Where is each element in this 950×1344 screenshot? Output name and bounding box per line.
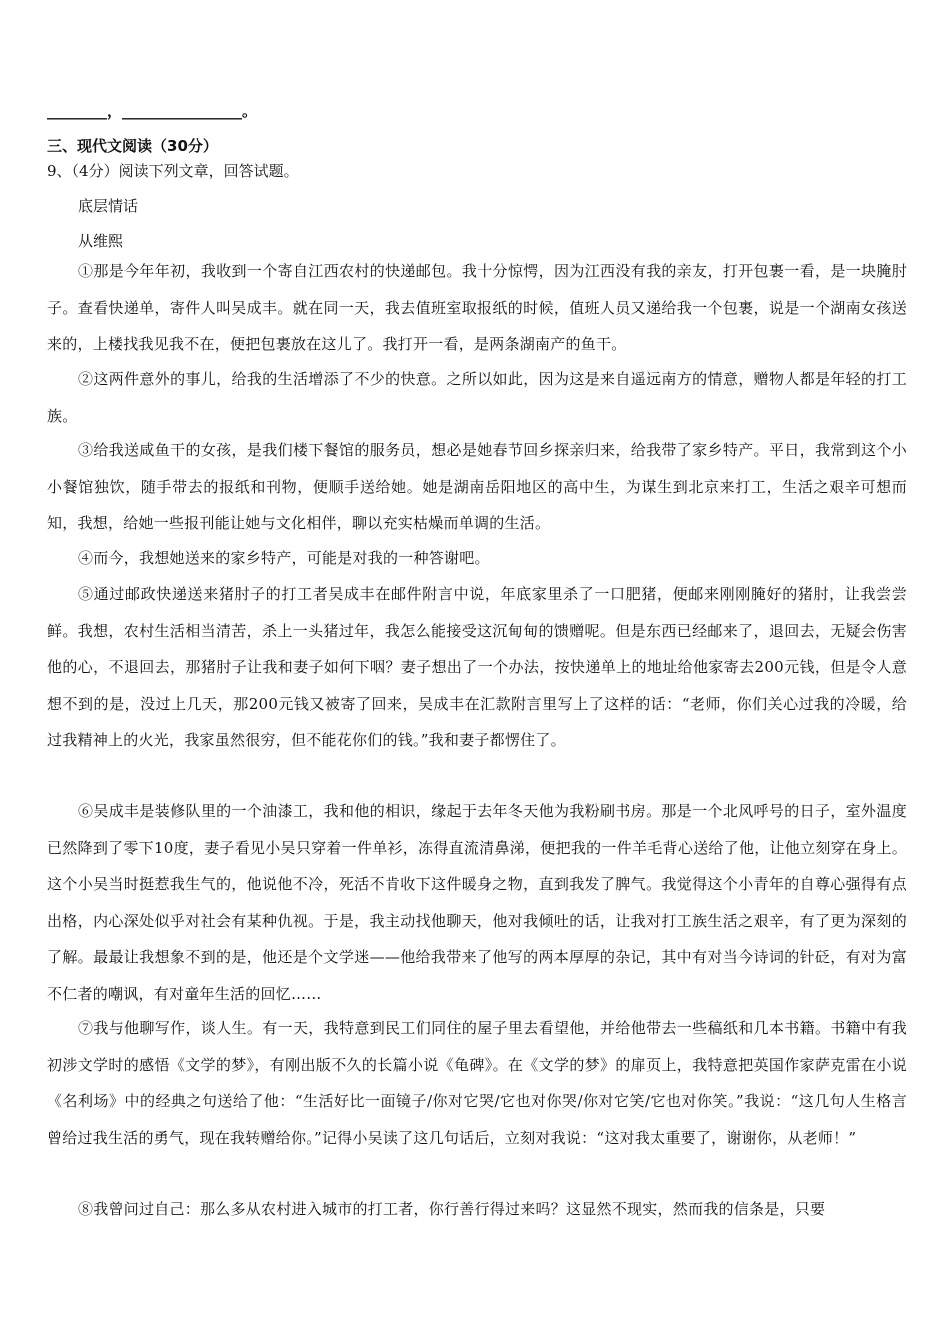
answer-blanks: ________，________________。 (47, 102, 258, 120)
paragraph-6: ⑥吴成丰是装修队里的一个油漆工，我和他的相识，缘起于去年冬天他为我粉刷书房。那是一个北风呼号的日子，室外温度已然降到了零下10度，妻子看见小吴只穿着一件单衫，冻得直流清鼻涕，便把我的一件羊毛背心送给了他，让他立刻穿在身上。这个小吴当时挺惹我生气的，他说他不冷，死活不肯收下这件暖身之物，直到我发了脾气。我觉得这个小青年的自尊心强得有点出格，内心深处似乎对社会有某种仇视。于是，我主动找他聊天，他对我倾吐的话，让我对打工族生活之艰辛，有了更为深刻的了解。最最让我想象不到的是，他还是个文学迷——他给我带来了他写的两本厚厚的杂记，其中有对当今诗词的针砭，有对为富不仁者的嘲讽，有对童年生活的回忆…… (47, 802, 907, 1003)
paragraph-2: ②这两件意外的事儿，给我的生活增添了不少的快意。之所以如此，因为这是来自遥远南方的情意，赠物人都是年轻的打工族。 (47, 370, 907, 425)
paragraph-7: ⑦我与他聊写作，谈人生。有一天，我特意到民工们同住的屋子里去看望他，并给他带去一些稿纸和几本书籍。书籍中有我初涉文学时的感悟《文学的梦》，有刚出版不久的长篇小说《龟碑》。在《文学的梦》的扉页上，我特意把英国作家萨克雷在小说《名利场》中的经典之句送给了他：“生活好比一面镜子/你对它哭/它也对你哭/你对它笑/它也对你笑。”我说：“这几句人生格言曾给过我生活的勇气，现在我转赠给你。”记得小吴读了这几句话后，立刻对我说：“这对我太重要了，谢谢你，从老师！” (47, 1019, 907, 1147)
paragraph-4: ④而今，我想她送来的家乡特产，可能是对我的一种答谢吧。 (78, 549, 490, 567)
paragraph-8: ⑧我曾问过自己：那么多从农村进入城市的打工者，你行善行得过来吗？这显然不现实，然而我的信条是，只要 (78, 1200, 826, 1218)
article-title: 底层情话 (78, 197, 139, 215)
paragraph-3: ③给我送咸鱼干的女孩，是我们楼下餐馆的服务员，想必是她春节回乡探亲归来，给我带了家乡特产。平日，我常到这个小小餐馆独饮，随手带去的报纸和刊物，便顺手送给她。她是湖南岳阳地区的高中生，为谋生到北京来打工，生活之艰辛可想而知，我想，给她一些报刊能让她与文化相伴，聊以充实枯燥而单调的生活。 (47, 441, 907, 532)
article-author: 从维熙 (78, 232, 124, 250)
paragraph-5: ⑤通过邮政快递送来猪肘子的打工者吴成丰在邮件附言中说，年底家里杀了一口肥猪，便邮来刚刚腌好的猪肘，让我尝尝鲜。我想，农村生活相当清苦，杀上一头猪过年，我怎么能接受这沉甸甸的馈赠呢。但是东西已经邮来了，退回去，无疑会伤害他的心，不退回去，那猪肘子让我和妻子如何下咽？妻子想出了一个办法，按快递单上的地址给他家寄去200元钱，但是令人意想不到的是，没过上几天，那200元钱又被寄了回来，吴成丰在汇款附言里写上了这样的话：“老师，你们关心过我的冷暖，给过我精神上的火光，我家虽然很穷，但不能花你们的钱。”我和妻子都愣住了。 (47, 585, 907, 749)
section-heading: 三、现代文阅读（30分） (47, 137, 218, 155)
question-prompt: 9、（4分）阅读下列文章，回答试题。 (47, 162, 299, 180)
paragraph-1: ①那是今年年初，我收到一个寄自江西农村的快递邮包。我十分惊愕，因为江西没有我的亲友，打开包裹一看，是一块腌肘子。查看快递单，寄件人叫吴成丰。就在同一天，我去值班室取报纸的时候，值班人员又递给我一个包裹，说是一个湖南女孩送来的，上楼找我见我不在，便把包裹放在这儿了。我打开一看，是两条湖南产的鱼干。 (47, 262, 907, 353)
